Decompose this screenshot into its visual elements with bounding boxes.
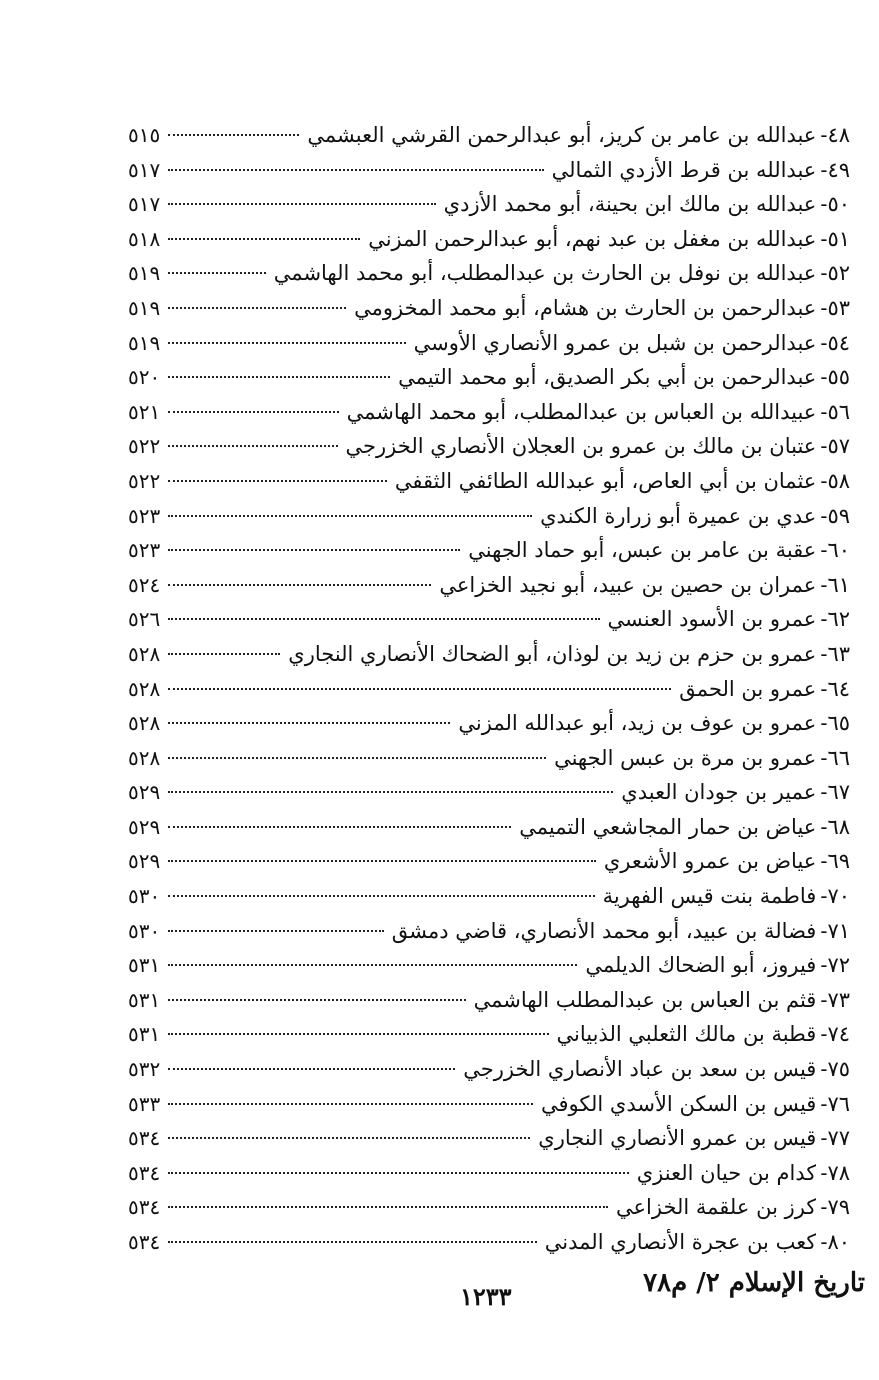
dot-leader [168,895,594,897]
entry-number: ٥٦- [820,399,850,424]
dot-leader [168,134,299,136]
entry-number: ٧٢- [820,953,850,978]
entry-page-number: ٥٢٣ [128,503,161,528]
dot-leader [168,584,431,586]
dot-leader [168,342,405,344]
toc-entry [128,775,850,810]
entry-number: ٦٥- [820,711,850,736]
entry-number: ٦٨- [820,814,850,839]
entry-title: عبدالرحمن بن شبل بن عمرو الأنصاري الأوسي [413,330,817,355]
toc-entry [128,741,850,776]
entry-number: ٧٨- [820,1160,850,1185]
entry-title: قيس بن السكن الأسدي الكوفي [541,1091,817,1116]
entry-page-number: ٥١٩ [128,330,161,355]
toc-entry [128,533,850,568]
toc-entry [128,464,850,499]
dot-leader [168,757,546,759]
entry-title: عبدالرحمن بن أبي بكر الصديق، أبو محمد التيمي [398,365,817,390]
dot-leader [168,653,280,655]
entry-title: عياض بن حمار المجاشعي التميمي [519,814,817,839]
entry-title: عمرو بن حزم بن زيد بن لوذان، أبو الضحاك الأنصاري النجاري [288,641,817,666]
toc-entry [128,568,850,603]
entry-title: عبدالله بن نوفل بن الحارث بن عبدالمطلب، أبو محمد الهاشمي [273,261,817,286]
page-number: ١٢٣٣ [460,1282,512,1311]
entry-page-number: ٥٢٨ [128,641,161,666]
entry-title: عمرو بن عوف بن زيد، أبو عبدالله المزني [458,711,817,736]
toc-entry [128,1190,850,1225]
running-title: تاريخ الإسلام ٢/ م٧٨ [643,1268,865,1298]
entry-page-number: ٥٣٣ [128,1091,161,1116]
entry-title: قيس بن سعد بن عباد الأنصاري الخزرجي [463,1057,817,1082]
dot-leader [168,1033,548,1035]
entry-title: قطبة بن مالك الثعلبي الذبياني [556,1022,817,1047]
entry-title: عمرو بن الأسود العنسي [607,607,817,632]
entry-title: فاطمة بنت قيس الفهرية [602,884,817,909]
dot-leader [168,272,266,274]
entry-title: عبدالله بن مغفل بن عبد نهم، أبو عبدالرحمن المزني [368,226,817,251]
entry-number: ٧٩- [820,1195,850,1220]
entry-page-number: ٥٢١ [128,399,161,424]
dot-leader [168,1172,629,1174]
dot-leader [168,722,450,724]
dot-leader [168,169,543,171]
entry-page-number: ٥١٧ [128,157,161,182]
entry-number: ٧٦- [820,1091,850,1116]
dot-leader [168,1206,608,1208]
entry-page-number: ٥٣٤ [128,1160,161,1185]
dot-leader [168,549,460,551]
entry-number: ٧٣- [820,987,850,1012]
dot-leader [168,515,532,517]
entry-number: ٥٤- [820,330,850,355]
entry-title: كعب بن عجرة الأنصاري المدني [544,1230,817,1254]
dot-leader [168,791,613,793]
entry-title: عمير بن جودان العبدي [621,780,817,805]
entry-page-number: ٥٣٠ [128,918,161,943]
dot-leader [168,1241,537,1243]
entry-title: فيروز، أبو الضحاك الديلمي [585,953,817,978]
dot-leader [168,445,337,447]
entry-page-number: ٥٢٨ [128,711,161,736]
entry-number: ٦٧- [820,780,850,805]
toc-entry [128,602,850,637]
entry-title: عبدالله بن قرط الأزدي الثمالي [551,157,817,182]
dot-leader [168,376,390,378]
dot-leader [168,618,599,620]
dot-leader [168,307,346,309]
entry-title: كرز بن علقمة الخزاعي [615,1195,817,1220]
table-of-contents [128,118,850,1254]
entry-number: ٦٤- [820,676,850,701]
dot-leader [168,411,338,413]
toc-entry [128,499,850,534]
dot-leader [168,203,435,205]
entry-number: ٥٣- [820,295,850,320]
dot-leader [168,238,360,240]
entry-page-number: ٥٢٢ [128,468,161,493]
entry-page-number: ٥٣١ [128,987,161,1012]
entry-title: عمرو بن مرة بن عبس الجهني [554,745,817,770]
dot-leader [168,964,577,966]
entry-number: ٥٨- [820,468,850,493]
entry-number: ٦٢- [820,607,850,632]
entry-number: ٥١- [820,226,850,251]
toc-entry [128,360,850,395]
entry-number: ٧٤- [820,1022,850,1047]
dot-leader [168,1137,530,1139]
entry-page-number: ٥٣١ [128,1022,161,1047]
entry-page-number: ٥٢٦ [128,607,161,632]
toc-entry [128,222,850,257]
entry-page-number: ٥٣٤ [128,1126,161,1151]
toc-entry [128,118,850,153]
toc-entry [128,1052,850,1087]
entry-title: عبدالله بن مالك ابن بحينة، أبو محمد الأزدي [443,192,817,217]
entry-number: ٥٩- [820,503,850,528]
entry-page-number: ٥٢٠ [128,365,161,390]
entry-title: عبيدالله بن العباس بن عبدالمطلب، أبو محمد الهاشمي [346,399,817,424]
entry-number: ٦١- [820,572,850,597]
toc-entry [128,983,850,1018]
entry-number: ٤٩- [820,157,850,182]
entry-title: كدام بن حيان العنزي [636,1160,817,1185]
entry-title: عقبة بن عامر بن عبس، أبو حماد الجهني [468,538,817,563]
entry-number: ٨٠- [820,1230,850,1254]
entry-page-number: ٥٢٩ [128,849,161,874]
entry-number: ٧١- [820,918,850,943]
toc-entry [128,1225,850,1260]
entry-title: عتبان بن مالك بن عمرو بن العجلان الأنصاري الخزرجي [345,434,817,459]
entry-page-number: ٥٣٤ [128,1195,161,1220]
entry-number: ٥٥- [820,365,850,390]
entry-title: فضالة بن عبيد، أبو محمد الأنصاري، قاضي دمشق [391,918,817,943]
toc-entry [128,810,850,845]
toc-entry [128,1156,850,1191]
page-footer [0,1262,879,1322]
toc-entry [128,1121,850,1156]
entry-title: عدي بن عميرة أبو زرارة الكندي [540,503,817,528]
toc-list [128,118,850,1260]
entry-page-number: ٥٢٢ [128,434,161,459]
toc-entry [128,429,850,464]
toc-entry [128,187,850,222]
entry-title: عثمان بن أبي العاص، أبو عبدالله الطائفي الثقفي [394,468,817,493]
entry-number: ٦٠- [820,538,850,563]
toc-entry [128,914,850,949]
toc-entry [128,844,850,879]
entry-number: ٦٩- [820,849,850,874]
entry-page-number: ٥١٧ [128,192,161,217]
toc-entry [128,637,850,672]
toc-entry [128,395,850,430]
entry-number: ٦٣- [820,641,850,666]
entry-title: عياض بن عمرو الأشعري [603,849,817,874]
dot-leader [168,826,511,828]
dot-leader [168,930,383,932]
entry-page-number: ٥٢٨ [128,676,161,701]
entry-number: ٧٥- [820,1057,850,1082]
entry-number: ٦٦- [820,745,850,770]
entry-page-number: ٥٣١ [128,953,161,978]
entry-number: ٥٠- [820,192,850,217]
dot-leader [168,1068,455,1070]
entry-number: ٥٧- [820,434,850,459]
entry-page-number: ٥٣٤ [128,1230,161,1254]
entry-number: ٧٧- [820,1126,850,1151]
dot-leader [168,999,465,1001]
dot-leader [168,688,671,690]
entry-page-number: ٥٢٣ [128,538,161,563]
toc-entry [128,1017,850,1052]
entry-number: ٥٢- [820,261,850,286]
entry-number: ٤٨- [820,123,850,147]
entry-page-number: ٥٣٠ [128,884,161,909]
toc-entry [128,1087,850,1122]
entry-number: ٧٠- [820,884,850,909]
toc-entry [128,706,850,741]
entry-title: عبدالرحمن بن الحارث بن هشام، أبو محمد المخزومي [354,295,817,320]
toc-entry [128,672,850,707]
entry-page-number: ٥٢٩ [128,780,161,805]
entry-page-number: ٥١٩ [128,261,161,286]
toc-entry [128,326,850,361]
entry-page-number: ٥١٨ [128,226,161,251]
entry-title: قثم بن العباس بن عبدالمطلب الهاشمي [473,987,817,1012]
toc-entry [128,948,850,983]
toc-entry [128,256,850,291]
toc-entry [128,879,850,914]
entry-page-number: ٥١٥ [128,123,161,147]
entry-page-number: ٥٢٨ [128,745,161,770]
entry-title: عمران بن حصين بن عبيد، أبو نجيد الخزاعي [439,572,817,597]
dot-leader [168,1103,533,1105]
entry-page-number: ٥٢٤ [128,572,161,597]
dot-leader [168,480,387,482]
entry-page-number: ٥٢٩ [128,814,161,839]
entry-page-number: ٥٣٢ [128,1057,161,1082]
toc-entry [128,291,850,326]
entry-title: عبدالله بن عامر بن كريز، أبو عبدالرحمن القرشي العبشمي [307,123,817,147]
dot-leader [168,860,596,862]
entry-title: عمرو بن الحمق [679,676,817,701]
entry-page-number: ٥١٩ [128,295,161,320]
entry-title: قيس بن عمرو الأنصاري النجاري [538,1126,817,1151]
toc-entry [128,153,850,188]
